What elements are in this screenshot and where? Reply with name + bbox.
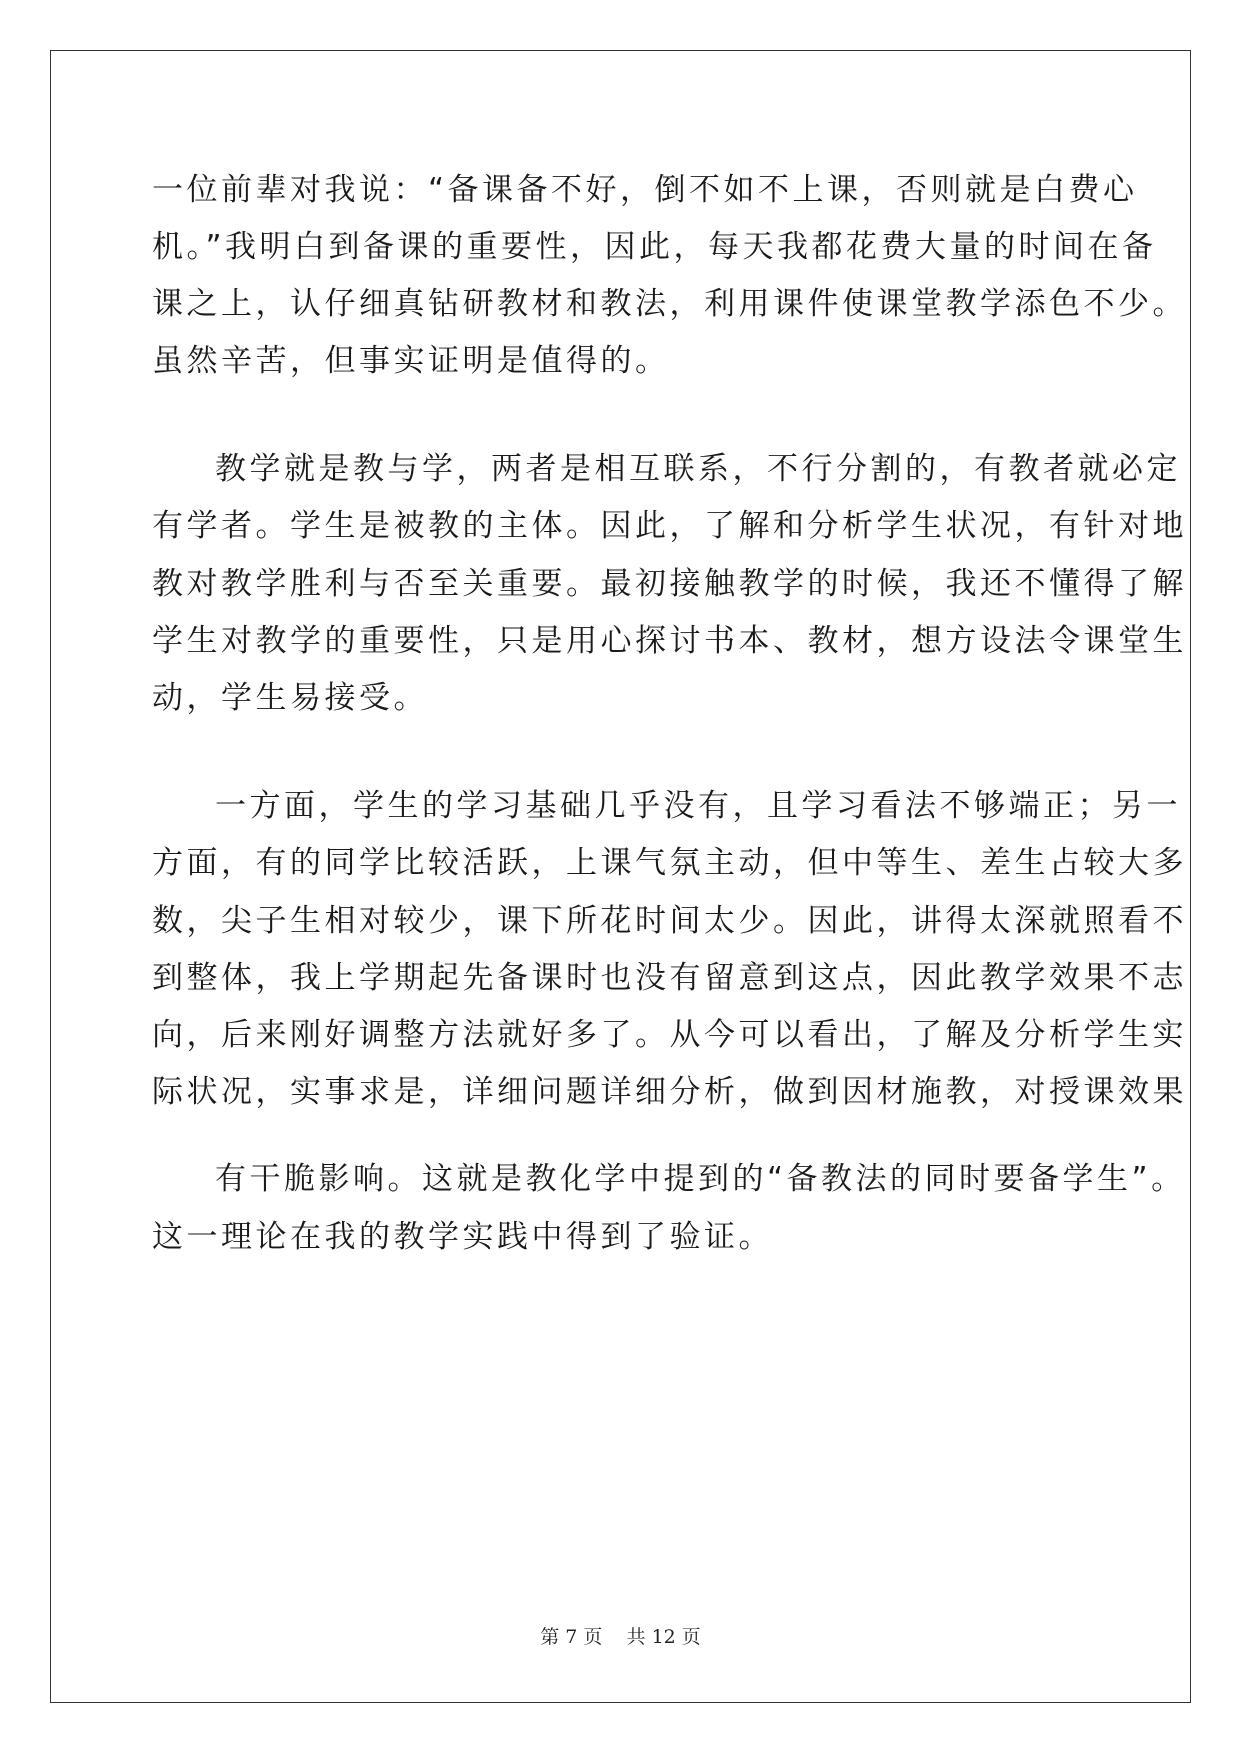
text-line: 教对教学胜利与否至关重要。最初接触教学的时候，我还不懂得了解 [152, 566, 1187, 602]
paragraph-first-line: 教学就是教与学，两者是相互联系，不行分割的，有教者就必定 [215, 451, 1181, 487]
text-line: 一位前辈对我说：“备课备不好，倒不如不上课，否则就是白费心 [152, 172, 1138, 208]
page-number-footer: 第 7 页 共 12 页 [540, 1626, 701, 1648]
text-line: 际状况，实事求是，详细问题详细分析，做到因材施教，对授课效果 [152, 1074, 1187, 1110]
text-line: 有学者。学生是被教的主体。因此，了解和分析学生状况，有针对地 [152, 508, 1187, 544]
text-line: 课之上，认仔细真钻研教材和教法，利用课件使课堂教学添色不少。 [152, 286, 1187, 322]
text-line: 到整体，我上学期起先备课时也没有留意到这点，因此教学效果不志 [152, 960, 1187, 996]
text-line: 学生对教学的重要性，只是用心探讨书本、教材，想方设法令课堂生 [152, 623, 1187, 659]
text-line: 机。”我明白到备课的重要性，因此，每天我都花费大量的时间在备 [152, 229, 1157, 265]
text-line: 动，学生易接受。 [152, 680, 428, 716]
text-line: 这一理论在我的教学实践中得到了验证。 [152, 1219, 773, 1255]
text-line: 数，尖子生相对较少，课下所花时间太少。因此，讲得太深就照看不 [152, 903, 1187, 939]
paragraph-first-line: 有干脆影响。这就是教化学中提到的“备教法的同时要备学生”。 [215, 1161, 1186, 1197]
text-line: 向，后来刚好调整方法就好多了。从今可以看出，了解及分析学生实 [152, 1017, 1187, 1053]
text-line: 虽然辛苦，但事实证明是值得的。 [152, 343, 670, 379]
text-line: 方面，有的同学比较活跃，上课气氛主动，但中等生、差生占较大多 [152, 845, 1187, 881]
paragraph-first-line: 一方面，学生的学习基础几乎没有，且学习看法不够端正；另一 [215, 788, 1181, 824]
